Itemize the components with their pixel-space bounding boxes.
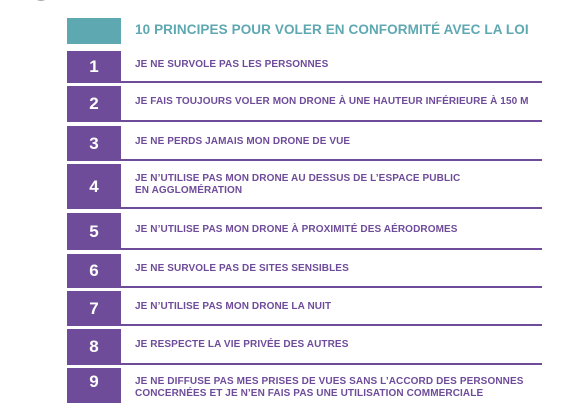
principle-text: JE NE SURVOLE PAS LES PERSONNES <box>135 59 329 70</box>
principle-number: 8 <box>67 329 121 365</box>
drone-illustration-fragment <box>22 0 60 4</box>
principle-number: 1 <box>67 51 121 83</box>
principle-text: JE RESPECTE LA VIE PRIVÉE DES AUTRES <box>135 339 349 350</box>
row-divider <box>121 286 542 288</box>
principle-text: JE FAIS TOUJOURS VOLER MON DRONE À UNE HAUTEUR INFÉRIEURE À 150 M <box>135 96 529 107</box>
principle-text: JE N’UTILISE PAS MON DRONE LA NUIT <box>135 300 332 312</box>
principle-row <box>67 254 542 288</box>
table-title: 10 PRINCIPES POUR VOLER EN CONFORMITÉ AVEC LA LOI <box>135 22 529 37</box>
principle-number: 9 <box>67 368 121 403</box>
principle-row <box>67 51 542 83</box>
principle-number: 6 <box>67 254 121 288</box>
principle-text: JE NE DIFFUSE PAS MES PRISES DE VUES SANS L’ACCORD DES PERSONNES CONCERNÉES ET JE N’EN FAIS PAS UNE UTILISATION COMMERCIALE <box>135 376 524 399</box>
table-header <box>67 18 542 44</box>
principle-row <box>67 126 542 161</box>
header-color-cell <box>67 18 121 44</box>
row-divider <box>121 324 542 326</box>
row-divider <box>121 207 542 209</box>
principle-number: 7 <box>67 291 121 326</box>
row-divider <box>121 248 542 250</box>
principle-row <box>67 368 542 403</box>
principle-row <box>67 213 542 250</box>
principle-text: JE N’UTILISE PAS MON DRONE À PROXIMITÉ DES AÉRODROMES <box>135 223 458 235</box>
principle-text: JE NE SURVOLE PAS DE SITES SENSIBLES <box>135 263 349 274</box>
principle-row <box>67 86 542 122</box>
row-divider <box>121 81 542 83</box>
principle-row <box>67 291 542 326</box>
principle-number: 5 <box>67 213 121 250</box>
principle-number: 2 <box>67 86 121 122</box>
row-divider <box>121 363 542 365</box>
principle-text: JE N’UTILISE PAS MON DRONE AU DESSUS DE L’ESPACE PUBLIC EN AGGLOMÉRATION <box>135 172 461 196</box>
row-divider <box>121 159 542 161</box>
principle-text: JE NE PERDS JAMAIS MON DRONE DE VUE <box>135 135 351 147</box>
principle-number: 4 <box>67 164 121 209</box>
row-divider <box>121 120 542 122</box>
principle-row <box>67 329 542 365</box>
principle-number: 3 <box>67 126 121 161</box>
principle-row <box>67 164 542 209</box>
